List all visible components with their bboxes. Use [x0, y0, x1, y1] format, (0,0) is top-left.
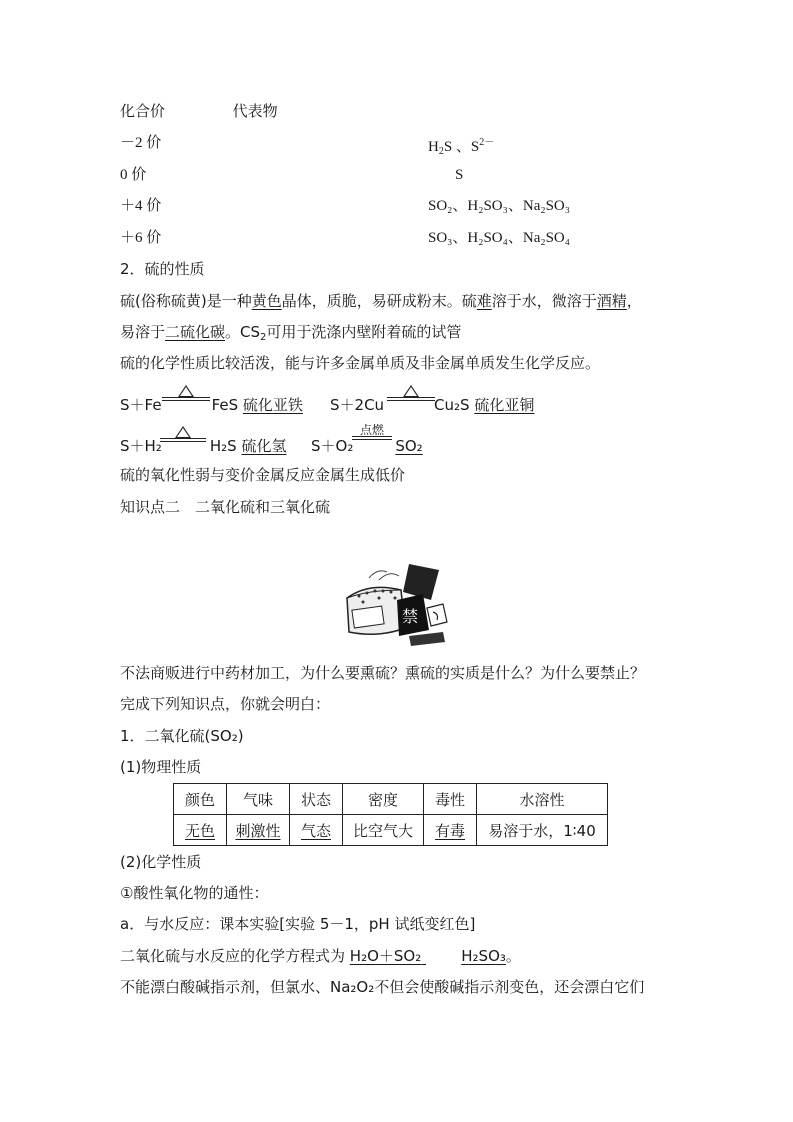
herb-sulfur-illustration	[339, 560, 451, 650]
question-2: 完成下列知识点，你就会明白：	[120, 695, 331, 713]
text: 。CS	[225, 323, 261, 341]
answer-blank: 黄色	[251, 292, 282, 310]
answer-blank: 硫化氢	[241, 437, 287, 455]
valence-rep-2: S	[455, 167, 464, 183]
table-cell	[477, 815, 608, 846]
answer-blank: 硫化亚铁	[242, 396, 303, 414]
table-row	[174, 815, 608, 846]
eq-left: S＋2Cu	[330, 396, 385, 414]
text: ，	[626, 292, 642, 310]
so2-physical-table	[173, 783, 608, 846]
paragraph-2	[120, 322, 461, 348]
answer-blank: 气态	[300, 821, 331, 840]
text: 易溶于	[120, 323, 166, 341]
valence-rep-3: SO₂、H₂SO₃、Na₂SO₃	[428, 198, 570, 214]
valence-rep-4: SO₃、H₂SO₄、Na₂SO₄	[428, 230, 570, 246]
answer-blank: 刺激性	[235, 821, 281, 840]
answer-blank: 难	[476, 292, 492, 310]
paragraph-4: 硫的氧化性弱与变价金属反应金属生成低价	[120, 466, 406, 484]
valence-rep-1	[428, 133, 494, 162]
reaction-line	[120, 946, 521, 966]
eq-left: S＋O₂	[311, 437, 354, 455]
table-cell	[343, 815, 424, 846]
eq-right: Cu₂S	[434, 396, 470, 414]
paragraph-1	[120, 291, 642, 311]
answer-blank: H₂O＋SO₂	[349, 947, 422, 965]
table-cell	[424, 815, 477, 846]
rep-text: S 、S	[443, 139, 480, 155]
experiment-line: a．与水反应：课本实验[实验 5－1，pH 试纸变红色]	[120, 915, 476, 933]
heat-triangle-icon	[175, 426, 191, 438]
rep-text: H	[428, 139, 439, 155]
table-header: 水溶性	[477, 784, 608, 815]
question-1: 不法商贩进行中药材加工，为什么要熏硫？熏硫的实质是什么？为什么要禁止？	[120, 664, 646, 682]
valence-row-3: ＋4 价	[120, 198, 162, 214]
heat-condition	[387, 385, 435, 401]
answer-blank: 无色	[184, 821, 215, 840]
answer-gap	[421, 946, 461, 966]
heat-condition	[162, 385, 210, 401]
acid-heading: ①酸性氧化物的通性：	[120, 884, 269, 902]
heat-triangle-icon	[178, 385, 194, 397]
eq-right: H₂S	[209, 437, 237, 455]
text: 可用于洗涤内壁附着硫的试管	[266, 323, 462, 341]
valence-header-col1: 化合价	[120, 102, 166, 120]
subscript: 2	[260, 332, 267, 343]
subsection-so2: 1．二氧化硫(SO₂)	[120, 727, 244, 745]
text: 晶体，质脆，易研成粉末。硫	[281, 292, 477, 310]
cell-text: 比空气大	[352, 821, 413, 840]
equation-1	[120, 395, 303, 415]
paragraph-3: 硫的化学性质比较活泼，能与许多金属单质及非金属单质发生化学反应。	[120, 354, 601, 372]
chemical-heading: (2)化学性质	[120, 853, 202, 871]
eq-left: S＋H₂	[120, 437, 162, 455]
valence-header-col2: 代表物	[232, 102, 278, 120]
cell-text: 易溶于水，1∶40	[488, 821, 596, 840]
answer-blank: 酒精	[596, 292, 627, 310]
rep-sup: 2－	[479, 137, 495, 148]
text: 硫(俗称硫黄)是一种	[120, 292, 252, 310]
table-header: 气味	[227, 784, 290, 815]
answer-blank: 有毒	[434, 821, 465, 840]
table-header: 状态	[290, 784, 343, 815]
heat-condition	[160, 426, 206, 442]
bleach-line: 不能漂白酸碱指示剂，但氯水、Na₂O₂不但会使酸碱指示剂变色，还会漂白它们	[120, 978, 645, 996]
table-row	[174, 784, 608, 815]
answer-blank: 二硫化碳	[165, 323, 226, 341]
table-cell	[174, 815, 227, 846]
valence-header	[120, 101, 278, 121]
answer-blank: 硫化亚铜	[474, 396, 535, 414]
equals-bar	[387, 397, 435, 401]
equals-bar	[160, 438, 206, 442]
rep-sub: 2	[438, 146, 444, 157]
table-header: 颜色	[174, 784, 227, 815]
forbidden-label: 禁	[402, 607, 419, 626]
text: 溶于水，微溶于	[491, 292, 597, 310]
table-cell	[290, 815, 343, 846]
table-header: 密度	[343, 784, 424, 815]
heat-triangle-icon	[403, 385, 419, 397]
valence-row-1: －2 价	[120, 135, 162, 151]
condition-text: 点燃	[359, 423, 384, 437]
equals-bar	[162, 397, 210, 401]
text: 。	[505, 947, 521, 965]
answer-blank: H₂SO₃	[461, 947, 506, 965]
eq-left: S＋Fe	[120, 396, 162, 414]
valence-row-2: 0 价	[120, 167, 147, 183]
physical-heading: (1)物理性质	[120, 758, 202, 776]
section-heading: 2．硫的性质	[120, 260, 205, 278]
eq-right: FeS	[211, 396, 239, 414]
table-cell	[227, 815, 290, 846]
valence-row-4: ＋6 价	[120, 230, 162, 246]
text: 二氧化硫与水反应的化学方程式为	[120, 947, 346, 965]
knowledge-heading: 知识点二 二氧化硫和三氧化硫	[120, 498, 331, 516]
burn-condition	[352, 424, 392, 440]
eq-right: SO₂	[395, 437, 423, 455]
table-header: 毒性	[424, 784, 477, 815]
